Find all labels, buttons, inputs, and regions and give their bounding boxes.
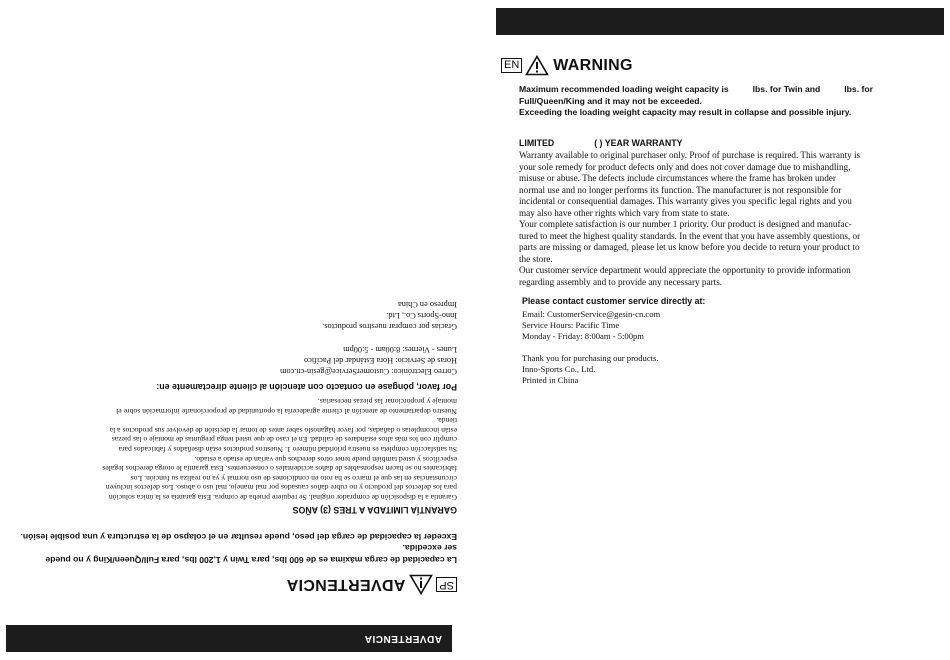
spanish-contact-line: Correo Electrónico: CustomerService@gesin-cn.com (280, 367, 457, 376)
english-capacity-text (519, 84, 939, 119)
spanish-warning-title: ADVERTENCIA (286, 576, 406, 594)
spanish-warranty-text (102, 396, 457, 502)
english-warranty-line: the store. (519, 253, 553, 264)
english-warranty-line: Warranty available to original purchaser only. Proof of purchase is required. This warranty is (519, 150, 861, 160)
spanish-thanks-line: Inno-Sports Co., Ltd. (386, 311, 457, 320)
english-header-bar (496, 8, 944, 35)
english-contact-heading: Please contact customer service directly at: (522, 296, 706, 306)
english-warranty-line: your sole remedy for product defects only and does not cover damage due to mishandling, (519, 161, 851, 172)
spanish-warning-heading (286, 574, 457, 595)
spanish-contact-text (280, 344, 457, 377)
spanish-warranty-line: cumplir con los más altos estándares de calidad. En el caso de que usted tenga preguntas de montaje o las piezas (111, 435, 457, 445)
english-warranty-text (519, 150, 860, 288)
english-warranty-line: normal use and no longer performs its function. The manufacturer is not responsible for (519, 184, 842, 195)
spanish-warranty-line: tienda. (436, 416, 457, 426)
spanish-header-bar (6, 625, 452, 652)
english-thanks-text (522, 353, 659, 386)
english-thanks-line: Inno-Sports Co., Ltd. (522, 364, 596, 374)
english-warranty-heading (519, 138, 682, 149)
spanish-capacity-line: Exceder la capacidad de carga del peso, puede resultar en el colapso de la estructura y una posible lesión. (20, 532, 457, 542)
english-page (475, 0, 950, 660)
spanish-capacity-line: La capacidad de carga máxima es de 600 lbs, para Twin y 1,200 lbs, para Full/Queen/King y no puede (45, 555, 457, 565)
english-thanks-line: Thank you for purchasing our products. (522, 353, 659, 363)
english-warranty-line: parts are missing or damaged, please let us know before you decide to return your product to (519, 242, 860, 252)
spanish-warranty-heading: GARANTÍA LIMITADA A TRES (3) AÑOS (292, 505, 457, 515)
spanish-warranty-line: circunstancias en las que el marco se ha roto en condiciones de uso normal y ya no realiza su función. Los (130, 473, 457, 483)
spanish-header-bar-text: ADVERTENCIA (364, 633, 442, 644)
spanish-warranty-line: están incompletas o dañadas, por favor háganoslo saber antes de tomar la decisión de devolver sus productos a la (109, 425, 457, 435)
warranty-heading-part1: LIMITED (519, 138, 555, 148)
spanish-warranty-line: para los defectos del producto y no cubre daños causados por mal manejo, mal uso o abuso. Los defectos incluyen (105, 483, 457, 493)
english-capacity-line-1 (519, 84, 939, 96)
english-warranty-line: tured to meet the highest quality standards. In the event that you have assembly questions, or (519, 230, 861, 241)
spanish-thanks-line: Impreso en China (398, 300, 457, 309)
spanish-language-code: SP (436, 577, 457, 592)
spanish-thanks-line: Gracias por comprar nuestros productos. (322, 322, 457, 331)
english-contact-line: Email: CustomerService@gesin-cn.com (522, 309, 661, 319)
english-thanks-line: Printed in China (522, 375, 579, 385)
capacity-text-part3: lbs. for (844, 84, 873, 94)
english-warning-heading (501, 55, 633, 76)
english-language-code: EN (501, 58, 522, 73)
english-capacity-line-2: Full/Queen/King and it may not be exceeded. (519, 95, 702, 106)
english-capacity-line-3: Exceeding the loading weight capacity may result in collapse and possible injury. (519, 107, 852, 117)
english-warranty-line: Your complete satisfaction is our number 1 priority. Our product is designed and manufac- (519, 219, 852, 229)
spanish-contact-heading: Por favor, póngase en contacto con atención al cliente directamente en: (156, 382, 457, 392)
english-warranty-line: may also have other rights which vary from state to state. (519, 207, 730, 218)
english-warranty-line: incidental or consequential damages. This warranty gives you specific legal rights and you (519, 196, 852, 206)
english-contact-line: Monday - Friday: 8:00am - 5:00pm (522, 331, 644, 341)
warning-triangle-icon (409, 574, 433, 595)
warranty-heading-part2: ( ) YEAR WARRANTY (594, 138, 683, 148)
capacity-text-part2: lbs. for Twin and (752, 84, 821, 94)
spanish-warranty-line: Nuestro departamento de atención al cliente agradecería la oportunidad de proporcionarle información sobre el (116, 406, 457, 416)
capacity-text-part1: Maximum recommended loading weight capacity is (519, 84, 729, 94)
spanish-warranty-line: montaje y proporcionar las piezas necesarias. (317, 397, 457, 407)
warning-triangle-icon (525, 55, 549, 76)
spanish-capacity-text (12, 531, 457, 566)
spanish-warranty-line: específicos y usted también puede tener otros derechos que varían de estado a estado. (194, 454, 457, 464)
english-warranty-line: misuse or abuse. The defects include circumstances where the frame has broken under (519, 173, 836, 183)
english-contact-line: Service Hours: Pacific Time (522, 320, 620, 330)
english-warning-title: WARNING (553, 56, 633, 74)
spanish-contact-line: Lunes - Viernes: 8:00am - 5:00pm (343, 345, 457, 354)
english-contact-text (522, 309, 660, 342)
spanish-capacity-line: ser excedida. (402, 543, 457, 554)
spanish-thanks-text (322, 299, 457, 332)
spanish-warranty-line: Su satisfacción completa es nuestra prioridad número 1. Nuestros productos están diseñados y fabricados para (118, 445, 457, 455)
english-warranty-line: Our customer service department would appreciate the opportunity to provide information (519, 265, 851, 275)
english-warranty-line: regarding assembly and to provide any necessary parts. (519, 276, 723, 287)
spanish-warranty-line: Garantía a la disposición de comprador original. Se requiere prueba de compra. Esta garantía es la única solución (108, 493, 457, 502)
spanish-contact-line: Horas de Servicio: Hora Estándar del Pacífico (304, 356, 457, 365)
spanish-warranty-line: fabricantes no se hacen responsables de daños accidentales o consecuentes. Esta garantía le otorga derechos legales (102, 464, 457, 474)
